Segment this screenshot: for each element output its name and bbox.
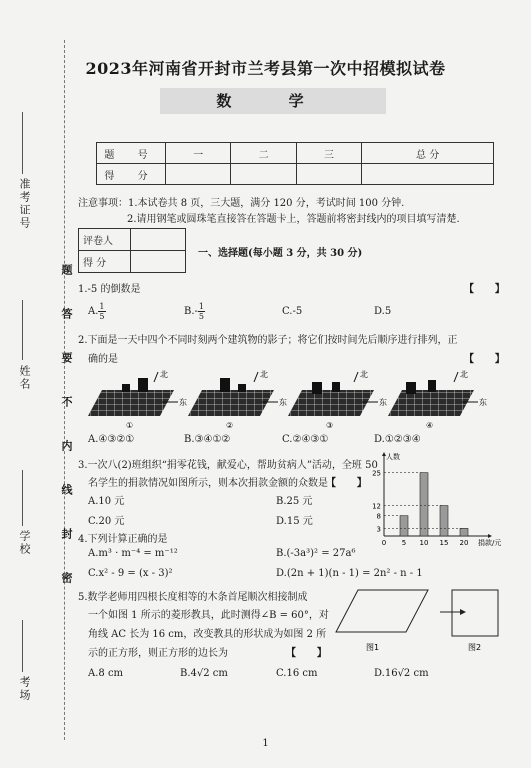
x-tick-label: 20 — [459, 539, 469, 547]
grader-score-label: 得 分 — [79, 251, 131, 273]
room-label: 考场 — [18, 676, 31, 702]
q3-stem-line-2: 名学生的捐款情况如图所示，则本次捐款金额的众数是 — [88, 478, 328, 489]
chart-axes — [382, 452, 492, 538]
q2-figure-3 — [288, 369, 387, 430]
score-cell — [362, 164, 494, 185]
seal-char: 题 — [60, 264, 73, 275]
q1-a-numerator: 1 — [99, 302, 105, 311]
chart-labels — [372, 452, 501, 547]
score-cell — [296, 164, 361, 185]
score-header: 三 — [296, 143, 361, 164]
chart-bars — [384, 473, 468, 536]
q2-figure-2 — [188, 369, 287, 430]
page-number: 1 — [262, 738, 269, 749]
q2-figure-4 — [388, 369, 487, 430]
q1-option-a — [88, 302, 106, 321]
score-header: 二 — [231, 143, 296, 164]
q5-stem-line-1: 5.数学老师用四根长度相等的木条首尾顺次相接制成 — [78, 592, 308, 603]
school-label: 学校 — [18, 530, 31, 556]
y-tick-label: 12 — [372, 502, 381, 511]
grader-label: 评卷人 — [79, 229, 131, 251]
q5-option-b: B.4√2 cm — [180, 668, 228, 679]
seal-char: 不 — [60, 396, 73, 407]
section-heading: 一、选择题(每小题 3 分，共 30 分) — [198, 248, 363, 259]
q2-option-d: D.①②③④ — [374, 434, 421, 445]
q2-figure-1 — [88, 369, 187, 430]
name-fill-line — [22, 300, 23, 360]
q4-option-c: C.x² - 9 = (x - 3)² — [88, 568, 173, 579]
q2-option-c: C.②④③① — [282, 434, 329, 445]
donation-bar-chart — [360, 450, 522, 550]
q1-a-denominator: 5 — [99, 312, 105, 321]
bar-5 — [400, 516, 408, 536]
q1-a-fraction — [98, 302, 105, 321]
north-label: 北 — [260, 370, 268, 379]
arrow-head — [460, 609, 466, 615]
q3-option-c: C.20 元 — [88, 516, 125, 527]
figure-label-2: ② — [226, 421, 234, 430]
name-label: 姓名 — [18, 365, 31, 391]
bar-20 — [460, 528, 468, 536]
figure-label-3: ③ — [326, 421, 334, 430]
binding-dashed-line — [64, 40, 65, 740]
fig2-label: 图2 — [468, 643, 482, 652]
q3-option-a: A.10 元 — [88, 496, 125, 507]
q2-stem-line-2: 确的是 — [88, 354, 118, 365]
x-axis-arrow — [488, 534, 492, 538]
x-tick-label: 0 — [381, 539, 387, 547]
east-label: 东 — [279, 398, 287, 407]
north-label: 北 — [460, 370, 468, 379]
q1-b-denominator: 5 — [198, 312, 204, 321]
y-tick-label: 25 — [372, 469, 381, 478]
north-label: 北 — [160, 370, 168, 379]
rhombus-figure — [336, 590, 428, 632]
q2-shadow-figures — [82, 368, 487, 430]
seal-char: 线 — [60, 484, 73, 495]
grader-table — [78, 228, 186, 273]
fig1-label: 图1 — [366, 643, 380, 652]
q5-stem-line-3: 角线 AC 长为 16 cm，改变教具的形状成为如图 2 所 — [88, 629, 327, 640]
q1-b-prefix: B.- — [184, 306, 198, 317]
y-axis-title: 人数 — [386, 453, 400, 461]
q3-option-b: B.25 元 — [276, 496, 313, 507]
q5-answer-bracket: 【 】 — [286, 648, 327, 659]
score-header: 一 — [166, 143, 231, 164]
exam-number-fill-line — [22, 112, 23, 174]
q2-option-a: A.④③②① — [88, 434, 135, 445]
q5-option-d: D.16√2 cm — [374, 668, 429, 679]
score-cell — [231, 164, 296, 185]
seal-char: 内 — [60, 440, 73, 451]
seal-char: 答 — [60, 308, 73, 319]
bar-15 — [440, 506, 448, 536]
q2-answer-bracket: 【 】 — [464, 354, 505, 365]
figure-label-1: ① — [126, 421, 134, 430]
exam-title: 2023年河南省开封市兰考县第一次中招模拟试卷 — [85, 59, 446, 78]
exam-number-label: 准考证号 — [18, 178, 31, 230]
y-tick-label: 8 — [376, 512, 381, 521]
east-label: 东 — [479, 398, 487, 407]
score-header: 总 分 — [362, 143, 494, 164]
q1-option-d: D.5 — [374, 306, 392, 317]
x-tick-label: 5 — [401, 539, 407, 547]
score-table — [96, 142, 494, 185]
q4-option-d: D.(2n + 1)(n - 1) = 2n² - n - 1 — [276, 568, 423, 579]
q4-option-b: B.(-3a³)² = 27a⁶ — [276, 548, 356, 559]
notes-line-2: 2.请用钢笔或圆珠笔直接答在答题卡上，答题前将密封线内的项目填写清楚. — [127, 214, 460, 225]
y-tick-label: 3 — [376, 525, 381, 534]
q4-option-a: A.m³ · m⁻⁴ = m⁻¹² — [88, 548, 178, 559]
notes-line-1: 注意事项：1.本试卷共 8 页，三大题，满分 120 分，考试时间 100 分钟. — [78, 198, 405, 209]
east-label: 东 — [379, 398, 387, 407]
q5-stem-line-4: 示的正方形，则正方形的边长为 — [88, 648, 228, 659]
school-fill-line — [22, 470, 23, 526]
subject-title: 数 学 — [216, 92, 330, 110]
q1-b-numerator: 1 — [198, 302, 204, 311]
q5-option-a: A.8 cm — [88, 668, 124, 679]
q5-stem-line-2: 一个如图 1 所示的菱形教具，此时测得∠B = 60°，对 — [88, 610, 329, 621]
score-row-label: 得 分 — [97, 164, 166, 185]
q2-option-b: B.③④①② — [184, 434, 231, 445]
q5-figures — [336, 584, 506, 658]
square-figure — [452, 590, 498, 636]
grader-cell — [131, 229, 186, 251]
seal-char: 封 — [60, 528, 73, 539]
figure-label-4: ④ — [426, 421, 434, 430]
room-fill-line — [22, 620, 23, 672]
east-label: 东 — [179, 398, 187, 407]
q5-option-c: C.16 cm — [276, 668, 318, 679]
q1-b-fraction — [198, 302, 205, 321]
q3-option-d: D.15 元 — [276, 516, 313, 527]
x-axis-title: 捐款/元 — [478, 539, 502, 547]
north-label: 北 — [360, 370, 368, 379]
q3-stem-line-1: 3.一次八(2)班组织“捐零花钱，献爱心，帮助贫病人”活动，全班 50 — [78, 460, 378, 471]
q2-stem-line-1: 2.下面是一天中四个不同时刻两个建筑物的影子；将它们按时间先后顺序进行排列，正 — [78, 335, 458, 346]
q1-answer-bracket: 【 】 — [464, 284, 505, 295]
score-cell — [166, 164, 231, 185]
x-tick-label: 10 — [419, 539, 429, 547]
q1-option-b — [184, 302, 205, 321]
q1-option-c: C.-5 — [282, 306, 303, 317]
q3-answer-bracket: 【 】 — [326, 478, 367, 489]
grader-cell — [131, 251, 186, 273]
score-header: 题 号 — [97, 143, 166, 164]
seal-char: 要 — [60, 352, 73, 363]
q1-a-prefix: A. — [88, 306, 99, 317]
q4-stem: 4.下列计算正确的是 — [78, 534, 168, 545]
seal-char: 密 — [60, 572, 73, 583]
x-tick-label: 15 — [439, 539, 449, 547]
bar-10 — [420, 473, 428, 536]
q1-stem: 1.-5 的倒数是 — [78, 284, 141, 295]
